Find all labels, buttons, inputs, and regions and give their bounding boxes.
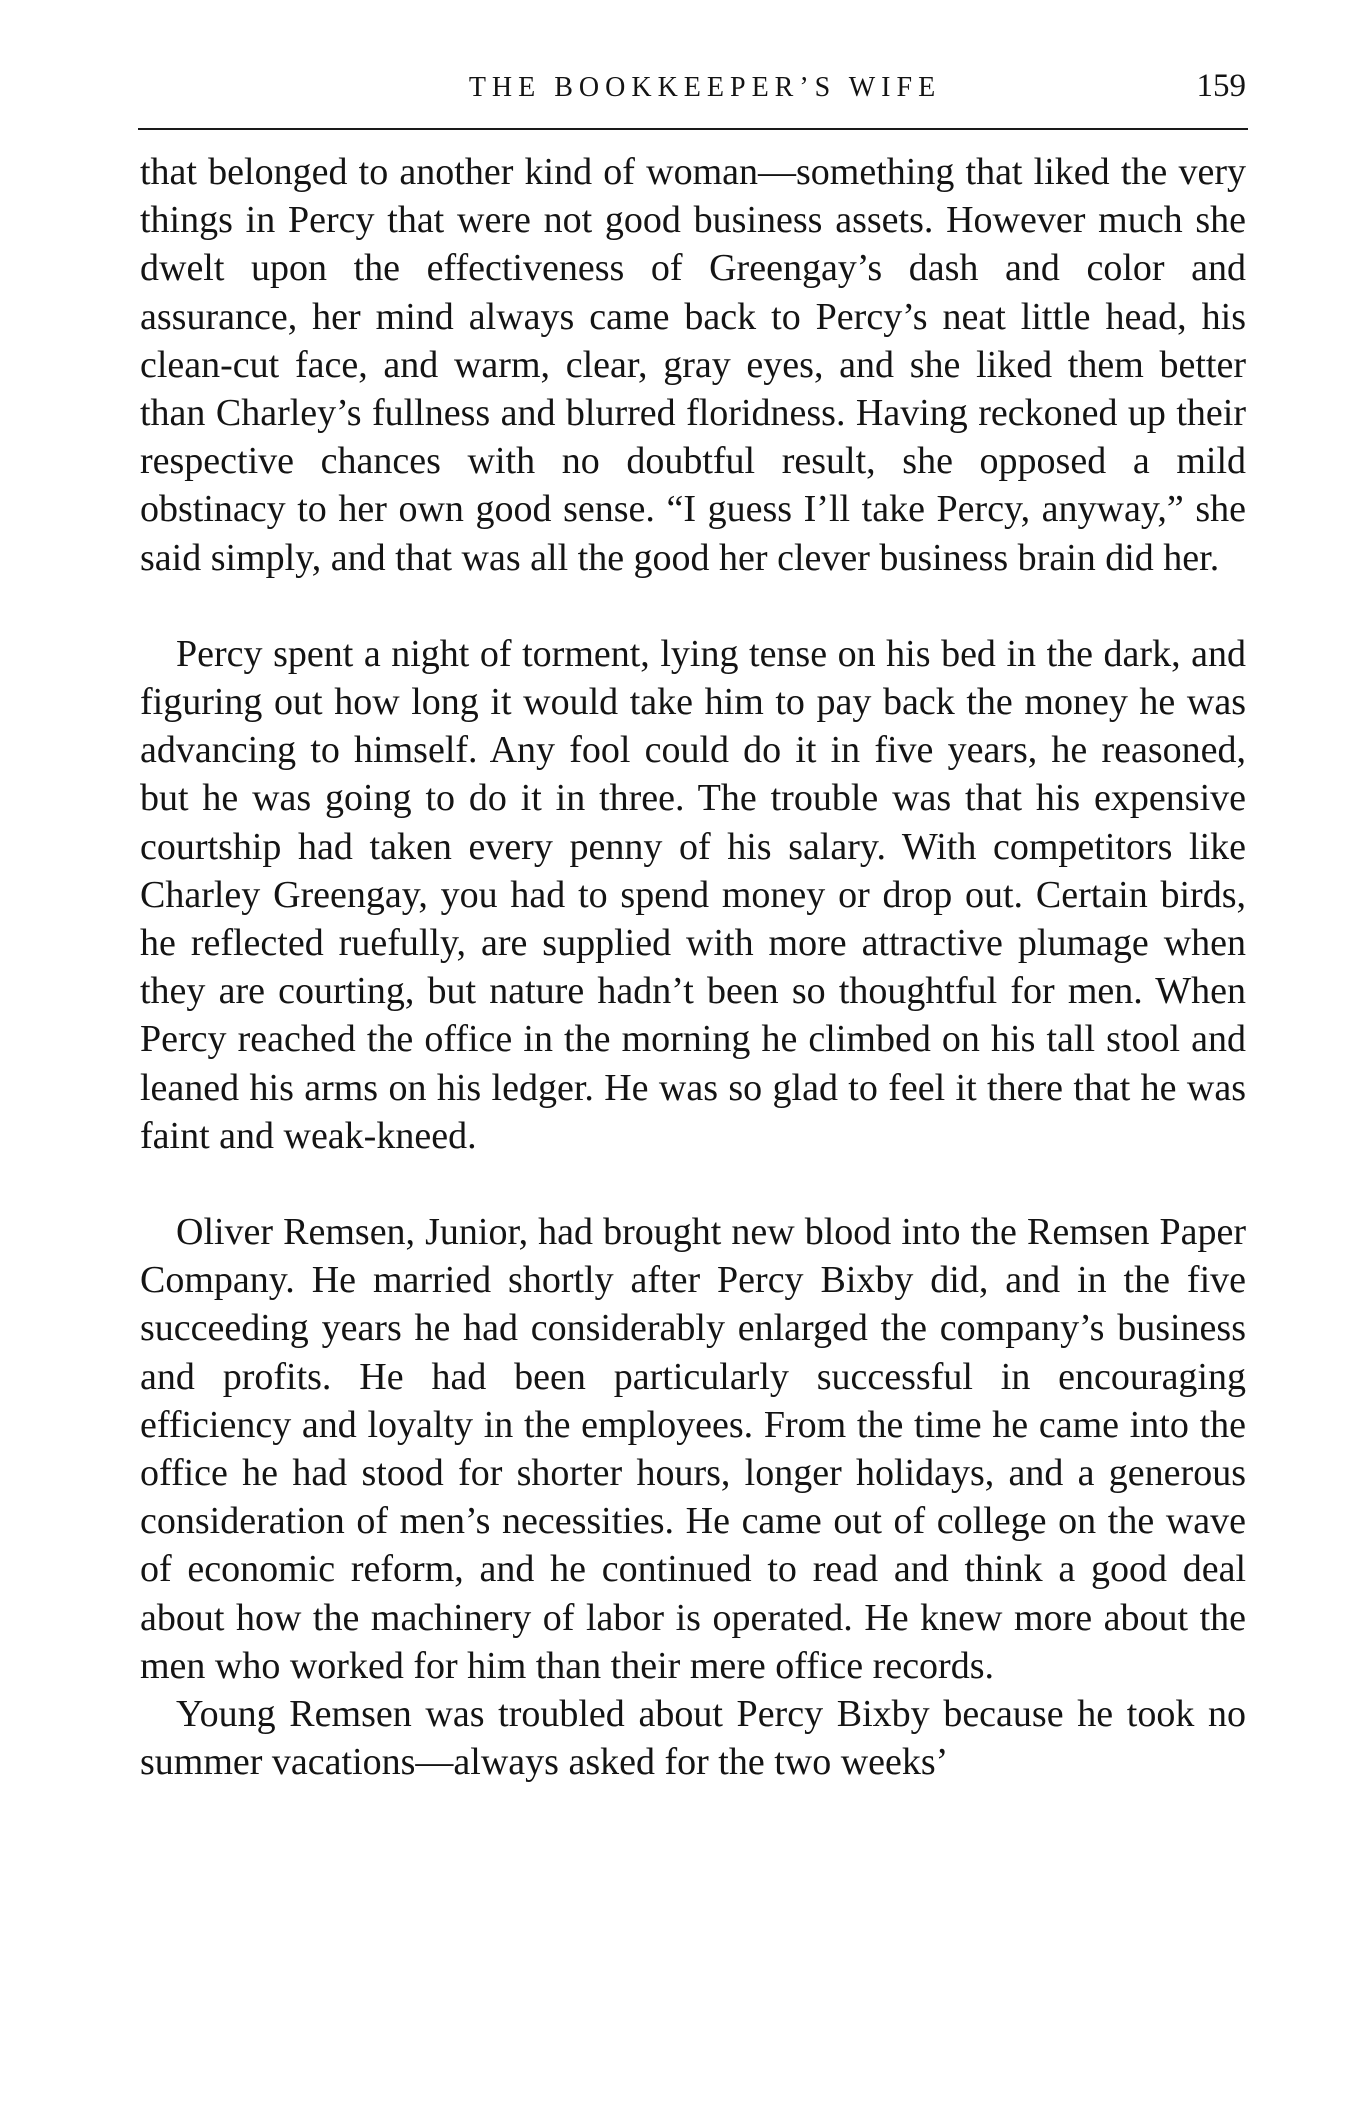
page-number: 159	[1196, 68, 1246, 104]
header-rule	[138, 128, 1248, 130]
paragraph-oliver-remsen: Oliver Remsen, Junior, had brought new blood into the Remsen Paper Company. He married shortly after Percy Bixby did, and in the five succeeding years he had considerably enlarged the company’s business and profits. He had been particularly successful in encouraging efficiency and loyalty in the employees. From the time he came into the office he had stood for shorter hours, longer holidays, and a generous consideration of men’s necessities. He came out of college on the wave of economic reform, and he continued to read and think a good deal about how the machinery of labor is operated. He knew more about the men who worked for him than their mere office records.	[140, 1211, 1246, 1687]
paragraph-continuation: that belonged to another kind of woman—something that liked the very things in Percy that were not good business assets. However much she dwelt upon the effectiveness of Greengay’s dash and color and assurance, her mind always came back to Percy’s neat little head, his clean-cut face, and warm, clear, gray eyes, and she liked them better than Charley’s fullness and blurred floridness. Having reckoned up their respective chances with no doubtful result, she opposed a mild obstinacy to her own good sense. “I guess I’ll take Percy, anyway,” she said simply, and that was all the good her clever business brain did her.	[140, 151, 1246, 579]
running-title: THE BOOKKEEPER’S WIFE	[468, 72, 942, 103]
paragraph-young-remsen: Young Remsen was troubled about Percy Bixby because he took no summer vacations—always asked for the two weeks’	[140, 1693, 1246, 1784]
paragraph-percy-night: Percy spent a night of torment, lying tense on his bed in the dark, and figuring out how long it would take him to pay back the money he was advancing to himself. Any fool could do it in five years, he reasoned, but he was going to do it in three. The trouble was that his expensive courtship had taken every penny of his salary. With competitors like Charley Greengay, you had to spend money or drop out. Certain birds, he reflected ruefully, are supplied with more attractive plumage when they are courting, but nature hadn’t been so thoughtful for men. When Percy reached the office in the morning he climbed on his tall stool and leaned his arms on his ledger. He was so glad to feel it there that he was faint and weak-kneed.	[140, 632, 1246, 1157]
body-text	[140, 148, 1246, 1787]
running-header	[140, 66, 1246, 112]
